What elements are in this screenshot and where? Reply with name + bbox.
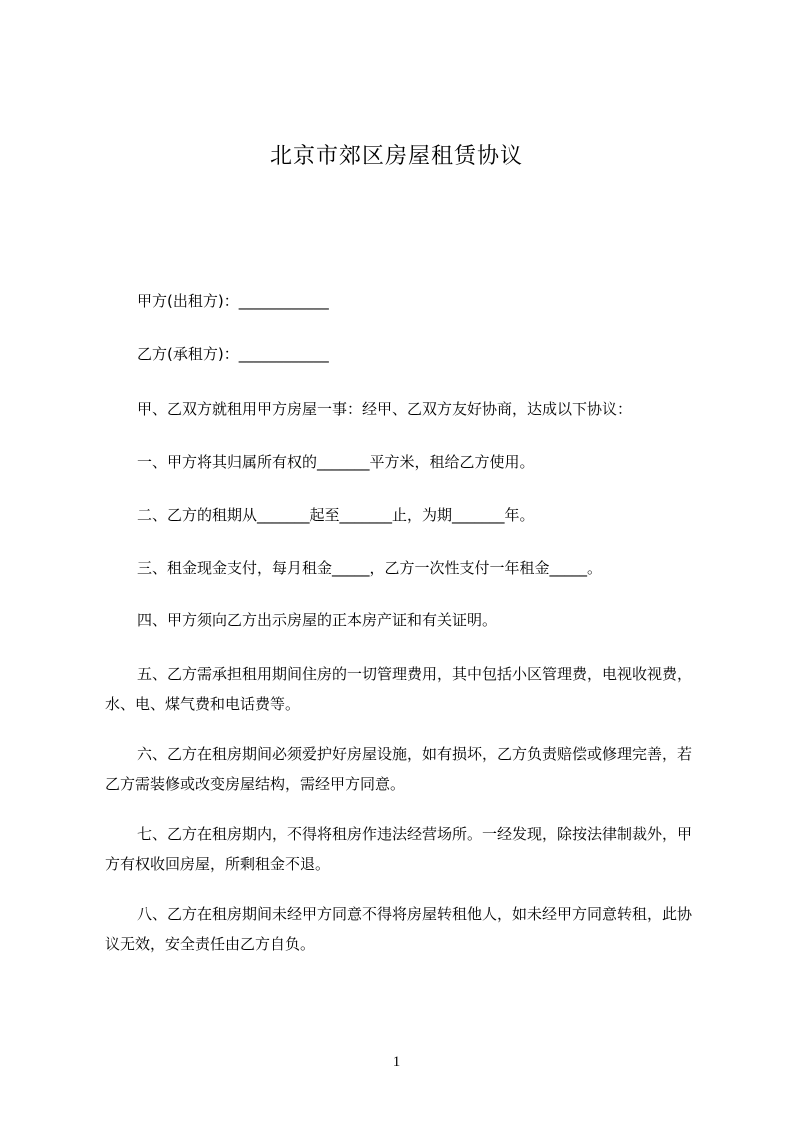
clause-1: 一、甲方将其归属所有权的_______平方米，租给乙方使用。: [137, 453, 535, 471]
party-b-line: 乙方(承租方)：____________: [137, 345, 329, 363]
agreement-preamble: 甲、乙双方就租用甲方房屋一事：经甲、乙双方友好协商，达成以下协议：: [137, 400, 633, 418]
clause-4: 四、甲方须向乙方出示房屋的正本房产证和有关证明。: [137, 611, 498, 629]
document-title: 北京市郊区房屋租赁协议: [269, 144, 523, 169]
clause-7: 七、乙方在租房期内，不得将租房作违法经营场所。一经发现，除按法律制裁外，甲方有权收回房屋，所剩租金不退。: [105, 825, 693, 873]
clause-5: 五、乙方需承担租用期间住房的一切管理费用，其中包括小区管理费，电视收视费，水、电、煤气费和电话费等。: [105, 665, 693, 713]
clause-3: 三、租金现金支付，每月租金_____，乙方一次性支付一年租金_____。: [137, 559, 603, 577]
clause-6: 六、乙方在租房期间必须爱护好房屋设施，如有损坏，乙方负责赔偿或修理完善，若乙方需装修或改变房屋结构，需经甲方同意。: [105, 745, 693, 793]
page-number: 1: [392, 1054, 401, 1070]
party-a-line: 甲方(出租方)：____________: [137, 292, 329, 310]
clause-2: 二、乙方的租期从_______起至_______止，为期_______年。: [137, 506, 535, 524]
clause-8: 八、乙方在租房期间未经甲方同意不得将房屋转租他人，如未经甲方同意转租，此协议无效，安全责任由乙方自负。: [105, 905, 693, 953]
